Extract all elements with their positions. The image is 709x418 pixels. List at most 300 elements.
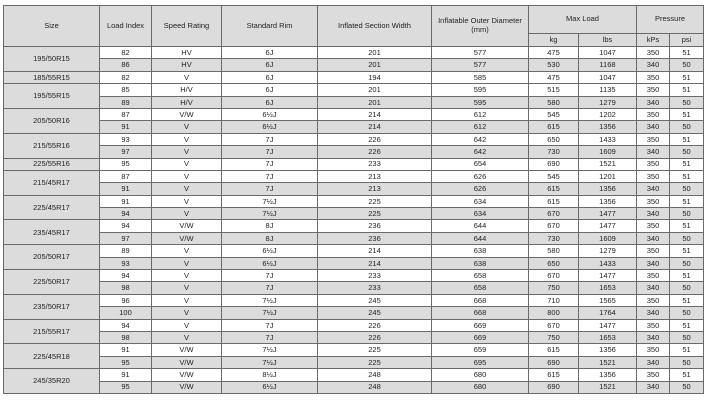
rim-cell: 7½J	[222, 208, 318, 220]
pressure-psi-cell: 51	[670, 133, 704, 145]
section-width-cell: 214	[318, 108, 432, 120]
table-row	[4, 133, 704, 145]
load-index-cell: 97	[100, 232, 152, 244]
size-cell: 225/45R17	[4, 195, 100, 220]
pressure-psi-cell: 50	[670, 96, 704, 108]
outer-diameter-cell: 644	[432, 232, 529, 244]
rim-cell: 8J	[222, 232, 318, 244]
max-load-kg-cell: 670	[529, 220, 579, 232]
max-load-lbs-cell: 1356	[579, 369, 637, 381]
load-index-cell: 98	[100, 331, 152, 343]
table-row	[4, 257, 704, 269]
pressure-psi-cell: 51	[670, 195, 704, 207]
pressure-kps-cell: 350	[637, 245, 670, 257]
section-width-cell: 201	[318, 96, 432, 108]
pressure-psi-cell: 51	[670, 344, 704, 356]
max-load-kg-cell: 580	[529, 96, 579, 108]
speed-rating-cell: V	[152, 71, 222, 83]
max-load-lbs-cell: 1653	[579, 331, 637, 343]
max-load-lbs-cell: 1653	[579, 282, 637, 294]
pressure-psi-cell: 50	[670, 356, 704, 368]
outer-diameter-cell: 626	[432, 183, 529, 195]
load-index-cell: 89	[100, 245, 152, 257]
pressure-kps-cell: 350	[637, 369, 670, 381]
max-load-lbs-cell: 1764	[579, 307, 637, 319]
rim-cell: 7J	[222, 170, 318, 182]
max-load-lbs-cell: 1047	[579, 47, 637, 59]
pressure-kps-cell: 340	[637, 208, 670, 220]
outer-diameter-cell: 680	[432, 381, 529, 393]
table-row	[4, 232, 704, 244]
pressure-psi-cell: 51	[670, 245, 704, 257]
table-row	[4, 121, 704, 133]
rim-cell: 6J	[222, 59, 318, 71]
outer-diameter-cell: 577	[432, 47, 529, 59]
outer-diameter-cell: 577	[432, 59, 529, 71]
max-load-lbs-cell: 1356	[579, 195, 637, 207]
max-load-lbs-cell: 1433	[579, 257, 637, 269]
speed-rating-cell: V	[152, 307, 222, 319]
table-row	[4, 84, 704, 96]
load-index-cell: 94	[100, 319, 152, 331]
section-width-cell: 225	[318, 208, 432, 220]
section-width-cell: 201	[318, 84, 432, 96]
section-width-cell: 233	[318, 270, 432, 282]
speed-rating-cell: HV	[152, 59, 222, 71]
rim-cell: 7J	[222, 158, 318, 170]
rim-cell: 7J	[222, 146, 318, 158]
pressure-kps-cell: 350	[637, 158, 670, 170]
pressure-psi-cell: 51	[670, 170, 704, 182]
load-index-cell: 82	[100, 71, 152, 83]
speed-rating-cell: V	[152, 170, 222, 182]
max-load-kg-cell: 545	[529, 170, 579, 182]
outer-diameter-cell: 668	[432, 294, 529, 306]
table-row	[4, 108, 704, 120]
load-index-cell: 94	[100, 208, 152, 220]
speed-rating-cell: V	[152, 146, 222, 158]
outer-diameter-cell: 659	[432, 344, 529, 356]
speed-rating-cell: V/W	[152, 108, 222, 120]
max-load-lbs-cell: 1521	[579, 356, 637, 368]
speed-rating-cell: HV	[152, 47, 222, 59]
max-load-lbs-cell: 1047	[579, 71, 637, 83]
max-load-lbs-header: lbs	[579, 34, 637, 47]
max-load-kg-cell: 650	[529, 133, 579, 145]
section-width-cell: 233	[318, 282, 432, 294]
pressure-psi-cell: 50	[670, 232, 704, 244]
pressure-psi-cell: 50	[670, 59, 704, 71]
section-width-cell: 213	[318, 170, 432, 182]
size-cell: 195/55R15	[4, 84, 100, 109]
pressure-psi-cell: 50	[670, 183, 704, 195]
table-row	[4, 208, 704, 220]
max-load-header: Max Load	[529, 6, 637, 34]
pressure-kps-cell: 340	[637, 381, 670, 393]
load-index-cell: 87	[100, 108, 152, 120]
load-index-cell: 85	[100, 84, 152, 96]
load-index-cell: 93	[100, 257, 152, 269]
speed-rating-cell: H/V	[152, 96, 222, 108]
max-load-lbs-cell: 1356	[579, 121, 637, 133]
speed-rating-cell: V	[152, 183, 222, 195]
load-index-cell: 96	[100, 294, 152, 306]
max-load-lbs-cell: 1135	[579, 84, 637, 96]
max-load-kg-cell: 730	[529, 232, 579, 244]
table-row	[4, 170, 704, 182]
pressure-psi-cell: 50	[670, 282, 704, 294]
section-width-cell: 248	[318, 369, 432, 381]
load-index-cell: 86	[100, 59, 152, 71]
speed-rating-header: Speed Rating	[152, 6, 222, 47]
max-load-kg-cell: 710	[529, 294, 579, 306]
table-row	[4, 294, 704, 306]
max-load-kg-cell: 515	[529, 84, 579, 96]
max-load-lbs-cell: 1477	[579, 319, 637, 331]
header-row	[4, 6, 704, 34]
speed-rating-cell: V	[152, 133, 222, 145]
speed-rating-cell: V/W	[152, 369, 222, 381]
max-load-lbs-cell: 1609	[579, 146, 637, 158]
rim-cell: 7½J	[222, 307, 318, 319]
max-load-lbs-cell: 1477	[579, 220, 637, 232]
max-load-lbs-cell: 1477	[579, 270, 637, 282]
tyre-spec-table-container	[3, 5, 704, 394]
max-load-kg-cell: 615	[529, 183, 579, 195]
size-cell: 245/35R20	[4, 369, 100, 394]
inflated-section-width-header: Inflated Section Width	[318, 6, 432, 47]
outer-diameter-cell: 654	[432, 158, 529, 170]
max-load-lbs-cell: 1521	[579, 381, 637, 393]
section-width-cell: 213	[318, 183, 432, 195]
pressure-kps-cell: 340	[637, 307, 670, 319]
size-cell: 205/50R17	[4, 245, 100, 270]
speed-rating-cell: V	[152, 158, 222, 170]
pressure-psi-cell: 51	[670, 319, 704, 331]
table-row	[4, 319, 704, 331]
pressure-psi-cell: 51	[670, 71, 704, 83]
load-index-cell: 97	[100, 146, 152, 158]
rim-cell: 6½J	[222, 245, 318, 257]
pressure-kps-cell: 340	[637, 356, 670, 368]
load-index-cell: 100	[100, 307, 152, 319]
size-cell: 205/50R16	[4, 108, 100, 133]
max-load-kg-cell: 545	[529, 108, 579, 120]
outer-diameter-cell: 642	[432, 146, 529, 158]
pressure-kps-cell: 340	[637, 257, 670, 269]
load-index-cell: 94	[100, 220, 152, 232]
size-header: Size	[4, 6, 100, 47]
pressure-kps-cell: 350	[637, 319, 670, 331]
outer-diameter-cell: 626	[432, 170, 529, 182]
outer-diameter-cell: 634	[432, 195, 529, 207]
section-width-cell: 226	[318, 331, 432, 343]
table-row	[4, 96, 704, 108]
load-index-cell: 82	[100, 47, 152, 59]
load-index-cell: 94	[100, 270, 152, 282]
outer-diameter-cell: 634	[432, 208, 529, 220]
max-load-kg-cell: 475	[529, 71, 579, 83]
rim-cell: 6J	[222, 47, 318, 59]
max-load-kg-cell: 650	[529, 257, 579, 269]
load-index-cell: 89	[100, 96, 152, 108]
section-width-cell: 214	[318, 257, 432, 269]
rim-cell: 6J	[222, 71, 318, 83]
max-load-lbs-cell: 1356	[579, 183, 637, 195]
pressure-psi-cell: 51	[670, 294, 704, 306]
pressure-kps-cell: 340	[637, 96, 670, 108]
max-load-lbs-cell: 1201	[579, 170, 637, 182]
pressure-psi-cell: 50	[670, 381, 704, 393]
pressure-kps-cell: 350	[637, 294, 670, 306]
outer-diameter-cell: 612	[432, 121, 529, 133]
pressure-kps-cell: 350	[637, 170, 670, 182]
max-load-kg-cell: 615	[529, 369, 579, 381]
rim-cell: 7½J	[222, 294, 318, 306]
max-load-kg-cell: 750	[529, 331, 579, 343]
rim-cell: 6J	[222, 96, 318, 108]
max-load-lbs-cell: 1168	[579, 59, 637, 71]
pressure-psi-cell: 50	[670, 121, 704, 133]
outer-diameter-header: Inflatable Outer Diameter (mm)	[432, 6, 529, 47]
rim-cell: 7½J	[222, 344, 318, 356]
rim-cell: 6J	[222, 84, 318, 96]
pressure-kps-cell: 350	[637, 84, 670, 96]
speed-rating-cell: V/W	[152, 381, 222, 393]
speed-rating-cell: V	[152, 282, 222, 294]
table-row	[4, 369, 704, 381]
table-row	[4, 183, 704, 195]
speed-rating-cell: V	[152, 257, 222, 269]
section-width-cell: 201	[318, 47, 432, 59]
pressure-kps-cell: 340	[637, 282, 670, 294]
pressure-psi-cell: 50	[670, 208, 704, 220]
section-width-cell: 226	[318, 319, 432, 331]
speed-rating-cell: V	[152, 208, 222, 220]
size-cell: 215/55R16	[4, 133, 100, 158]
max-load-lbs-cell: 1609	[579, 232, 637, 244]
pressure-kps-cell: 350	[637, 133, 670, 145]
max-load-lbs-cell: 1279	[579, 245, 637, 257]
pressure-psi-cell: 51	[670, 84, 704, 96]
standard-rim-header: Standard Rim	[222, 6, 318, 47]
pressure-header: Pressure	[637, 6, 704, 34]
max-load-kg-cell: 670	[529, 270, 579, 282]
max-load-lbs-cell: 1477	[579, 208, 637, 220]
pressure-kps-cell: 340	[637, 146, 670, 158]
pressure-kps-cell: 340	[637, 232, 670, 244]
section-width-cell: 214	[318, 121, 432, 133]
pressure-kps-cell: 350	[637, 108, 670, 120]
outer-diameter-cell: 695	[432, 356, 529, 368]
section-width-cell: 225	[318, 356, 432, 368]
load-index-cell: 98	[100, 282, 152, 294]
rim-cell: 6½J	[222, 381, 318, 393]
table-row	[4, 71, 704, 83]
pressure-psi-cell: 51	[670, 47, 704, 59]
speed-rating-cell: V	[152, 195, 222, 207]
section-width-cell: 214	[318, 245, 432, 257]
speed-rating-cell: V/W	[152, 232, 222, 244]
table-row	[4, 47, 704, 59]
table-row	[4, 344, 704, 356]
rim-cell: 7½J	[222, 356, 318, 368]
outer-diameter-cell: 668	[432, 307, 529, 319]
table-row	[4, 245, 704, 257]
size-cell: 225/50R17	[4, 270, 100, 295]
pressure-psi-cell: 50	[670, 307, 704, 319]
pressure-kps-cell: 350	[637, 270, 670, 282]
max-load-lbs-cell: 1279	[579, 96, 637, 108]
max-load-kg-cell: 530	[529, 59, 579, 71]
pressure-psi-cell: 51	[670, 220, 704, 232]
outer-diameter-cell: 644	[432, 220, 529, 232]
table-row	[4, 356, 704, 368]
outer-diameter-cell: 585	[432, 71, 529, 83]
rim-cell: 7J	[222, 331, 318, 343]
outer-diameter-cell: 638	[432, 257, 529, 269]
size-cell: 235/45R17	[4, 220, 100, 245]
load-index-cell: 91	[100, 344, 152, 356]
outer-diameter-cell: 642	[432, 133, 529, 145]
speed-rating-cell: V/W	[152, 356, 222, 368]
load-index-cell: 87	[100, 170, 152, 182]
pressure-kps-cell: 350	[637, 195, 670, 207]
section-width-cell: 233	[318, 158, 432, 170]
max-load-kg-cell: 475	[529, 47, 579, 59]
max-load-lbs-cell: 1356	[579, 344, 637, 356]
rim-cell: 8J	[222, 220, 318, 232]
section-width-cell: 225	[318, 195, 432, 207]
table-row	[4, 146, 704, 158]
section-width-cell: 245	[318, 307, 432, 319]
pressure-psi-cell: 51	[670, 158, 704, 170]
load-index-cell: 95	[100, 356, 152, 368]
outer-diameter-cell: 680	[432, 369, 529, 381]
table-row	[4, 195, 704, 207]
table-row	[4, 307, 704, 319]
pressure-psi-cell: 50	[670, 257, 704, 269]
max-load-kg-cell: 750	[529, 282, 579, 294]
rim-cell: 7J	[222, 270, 318, 282]
rim-cell: 8½J	[222, 369, 318, 381]
outer-diameter-cell: 669	[432, 319, 529, 331]
max-load-kg-cell: 615	[529, 195, 579, 207]
rim-cell: 7J	[222, 133, 318, 145]
pressure-psi-cell: 50	[670, 146, 704, 158]
speed-rating-cell: H/V	[152, 84, 222, 96]
speed-rating-cell: V	[152, 270, 222, 282]
max-load-lbs-cell: 1565	[579, 294, 637, 306]
section-width-cell: 194	[318, 71, 432, 83]
max-load-lbs-cell: 1521	[579, 158, 637, 170]
tyre-spec-table	[3, 5, 704, 394]
size-cell: 235/50R17	[4, 294, 100, 319]
max-load-kg-cell: 690	[529, 158, 579, 170]
rim-cell: 6½J	[222, 121, 318, 133]
section-width-cell: 226	[318, 133, 432, 145]
outer-diameter-cell: 658	[432, 270, 529, 282]
rim-cell: 7J	[222, 319, 318, 331]
outer-diameter-cell: 669	[432, 331, 529, 343]
outer-diameter-cell: 658	[432, 282, 529, 294]
pressure-psi-cell: 51	[670, 270, 704, 282]
pressure-psi-cell: 50	[670, 331, 704, 343]
max-load-kg-cell: 690	[529, 381, 579, 393]
size-cell: 225/55R16	[4, 158, 100, 170]
table-row	[4, 158, 704, 170]
load-index-cell: 91	[100, 195, 152, 207]
section-width-cell: 226	[318, 146, 432, 158]
table-row	[4, 331, 704, 343]
pressure-kps-cell: 340	[637, 121, 670, 133]
size-cell: 195/50R15	[4, 47, 100, 72]
pressure-psi-cell: 51	[670, 108, 704, 120]
max-load-kg-cell: 580	[529, 245, 579, 257]
pressure-kps-cell: 350	[637, 47, 670, 59]
section-width-cell: 236	[318, 232, 432, 244]
load-index-cell: 95	[100, 381, 152, 393]
speed-rating-cell: V/W	[152, 220, 222, 232]
max-load-lbs-cell: 1433	[579, 133, 637, 145]
section-width-cell: 245	[318, 294, 432, 306]
load-index-cell: 95	[100, 158, 152, 170]
section-width-cell: 248	[318, 381, 432, 393]
speed-rating-cell: V/W	[152, 344, 222, 356]
rim-cell: 7½J	[222, 195, 318, 207]
max-load-kg-cell: 615	[529, 121, 579, 133]
load-index-header: Load Index	[100, 6, 152, 47]
max-load-kg-cell: 690	[529, 356, 579, 368]
max-load-lbs-cell: 1202	[579, 108, 637, 120]
load-index-cell: 91	[100, 121, 152, 133]
rim-cell: 6½J	[222, 108, 318, 120]
outer-diameter-cell: 595	[432, 96, 529, 108]
max-load-kg-cell: 730	[529, 146, 579, 158]
speed-rating-cell: V	[152, 245, 222, 257]
pressure-kps-cell: 350	[637, 344, 670, 356]
speed-rating-cell: V	[152, 319, 222, 331]
outer-diameter-cell: 612	[432, 108, 529, 120]
pressure-psi-header: psi	[670, 34, 704, 47]
section-width-cell: 236	[318, 220, 432, 232]
max-load-kg-cell: 615	[529, 344, 579, 356]
speed-rating-cell: V	[152, 121, 222, 133]
rim-cell: 6½J	[222, 257, 318, 269]
table-row	[4, 270, 704, 282]
pressure-kps-cell: 350	[637, 71, 670, 83]
outer-diameter-cell: 638	[432, 245, 529, 257]
table-row	[4, 59, 704, 71]
size-cell: 225/45R18	[4, 344, 100, 369]
size-cell: 215/55R17	[4, 319, 100, 344]
table-row	[4, 282, 704, 294]
max-load-kg-cell: 670	[529, 319, 579, 331]
pressure-kps-cell: 340	[637, 59, 670, 71]
section-width-cell: 225	[318, 344, 432, 356]
load-index-cell: 91	[100, 183, 152, 195]
table-row	[4, 381, 704, 393]
table-body	[4, 47, 704, 394]
pressure-kps-cell: 340	[637, 183, 670, 195]
pressure-psi-cell: 51	[670, 369, 704, 381]
load-index-cell: 91	[100, 369, 152, 381]
pressure-kps-header: kPs	[637, 34, 670, 47]
size-cell: 215/45R17	[4, 170, 100, 195]
rim-cell: 7J	[222, 183, 318, 195]
size-cell: 185/55R15	[4, 71, 100, 83]
pressure-kps-cell: 350	[637, 220, 670, 232]
